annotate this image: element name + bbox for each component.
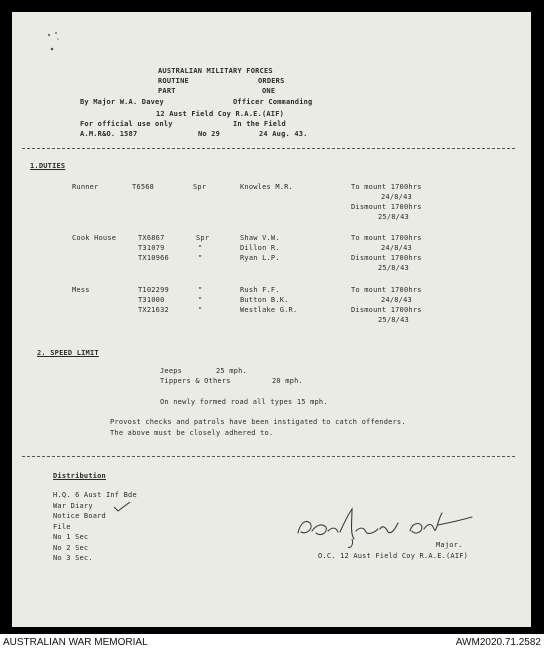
distribution-item: No 3 Sec. bbox=[53, 554, 93, 562]
mess-name: Button B.K. bbox=[240, 296, 289, 304]
provost-note: Provost checks and patrols have been instigated to catch offenders. bbox=[110, 418, 406, 426]
signature-rank: Major. bbox=[436, 541, 463, 549]
divider bbox=[22, 148, 515, 149]
footer-bar bbox=[0, 634, 544, 653]
speed-jeeps-label: Jeeps bbox=[160, 367, 183, 375]
header-unit: 12 Aust Field Coy R.A.E.(AIF) bbox=[156, 110, 285, 118]
runner-mount: To mount 1700hrs bbox=[351, 183, 422, 191]
header-number: No 29 bbox=[198, 130, 221, 138]
header-orders: ORDERS bbox=[258, 77, 285, 85]
distribution-item: H.Q. 6 Aust Inf Bde bbox=[53, 491, 137, 499]
runner-dismount-date: 25/8/43 bbox=[378, 213, 409, 221]
cook-name: Ryan L.P. bbox=[240, 254, 280, 262]
cook-number: T31079 bbox=[138, 244, 165, 252]
header-field: In the Field bbox=[233, 120, 286, 128]
speed-tippers-label: Tippers & Others bbox=[160, 377, 231, 385]
speed-jeeps-value: 25 mph. bbox=[216, 367, 247, 375]
header-official: For official use only bbox=[80, 120, 173, 128]
distribution-heading: Distribution bbox=[53, 472, 106, 480]
runner-number: T6568 bbox=[132, 183, 155, 191]
header-date: 24 Aug. 43. bbox=[259, 130, 308, 138]
footer-institution: AUSTRALIAN WAR MEMORIAL bbox=[3, 637, 148, 648]
header-officer: Officer Commanding bbox=[233, 98, 313, 106]
distribution-item: File bbox=[53, 523, 71, 531]
tick-mark bbox=[112, 500, 132, 514]
duties-heading: 1.DUTIES bbox=[30, 162, 66, 170]
runner-name: Knowles M.R. bbox=[240, 183, 293, 191]
mess-rank: " bbox=[198, 296, 203, 304]
adherence-note: The above must be closely adhered to. bbox=[110, 429, 274, 437]
mess-mount-date: 24/8/43 bbox=[381, 296, 412, 304]
distribution-item: No 1 Sec bbox=[53, 533, 89, 541]
mess-dismount: Dismount 1700hrs bbox=[351, 306, 422, 314]
distribution-item: War Diary bbox=[53, 502, 93, 510]
header-by: By Major W.A. Davey bbox=[80, 98, 164, 106]
speed-tippers-value: 20 mph. bbox=[272, 377, 303, 385]
mess-number: T102299 bbox=[138, 286, 169, 294]
runner-rank: Spr bbox=[193, 183, 207, 191]
cook-rank: " bbox=[198, 244, 203, 252]
header-part: PART bbox=[158, 87, 176, 95]
cook-rank: Spr bbox=[196, 234, 210, 242]
mess-name: Rush F.F. bbox=[240, 286, 280, 294]
cook-name: Dillon R. bbox=[240, 244, 280, 252]
speed-heading: 2. SPEED LIMIT bbox=[37, 349, 99, 357]
runner-label: Runner bbox=[72, 183, 99, 191]
mess-number: TX21632 bbox=[138, 306, 169, 314]
mess-mount: To mount 1700hrs bbox=[351, 286, 422, 294]
cook-mount: To mount 1700hrs bbox=[351, 234, 422, 242]
header-one: ONE bbox=[262, 87, 276, 95]
cook-rank: " bbox=[198, 254, 203, 262]
cook-dismount-date: 25/8/43 bbox=[378, 264, 409, 272]
cook-mount-date: 24/8/43 bbox=[381, 244, 412, 252]
header-amrao: A.M.R&O. 1587 bbox=[80, 130, 138, 138]
speed-road-note: On newly formed road all types 15 mph. bbox=[160, 398, 328, 406]
mess-name: Westlake G.R. bbox=[240, 306, 298, 314]
punch-marks bbox=[44, 30, 74, 60]
header-routine: ROUTINE bbox=[158, 77, 189, 85]
mess-dismount-date: 25/8/43 bbox=[378, 316, 409, 324]
runner-dismount: Dismount 1700hrs bbox=[351, 203, 422, 211]
cook-number: TX6867 bbox=[138, 234, 165, 242]
cook-dismount: Dismount 1700hrs bbox=[351, 254, 422, 262]
cook-label: Cook House bbox=[72, 234, 117, 242]
cook-number: TX10966 bbox=[138, 254, 169, 262]
mess-rank: " bbox=[198, 286, 203, 294]
mess-number: T31000 bbox=[138, 296, 165, 304]
divider bbox=[22, 456, 515, 457]
mess-label: Mess bbox=[72, 286, 90, 294]
mess-rank: " bbox=[198, 306, 203, 314]
distribution-item: Notice Board bbox=[53, 512, 106, 520]
distribution-item: No 2 Sec bbox=[53, 544, 89, 552]
signature-title: O.C. 12 Aust Field Coy R.A.E.(AIF) bbox=[318, 552, 469, 560]
cook-name: Shaw V.W. bbox=[240, 234, 280, 242]
footer-accession: AWM2020.71.2582 bbox=[455, 637, 541, 648]
runner-mount-date: 24/8/43 bbox=[381, 193, 412, 201]
header-title: AUSTRALIAN MILITARY FORCES bbox=[158, 67, 273, 75]
